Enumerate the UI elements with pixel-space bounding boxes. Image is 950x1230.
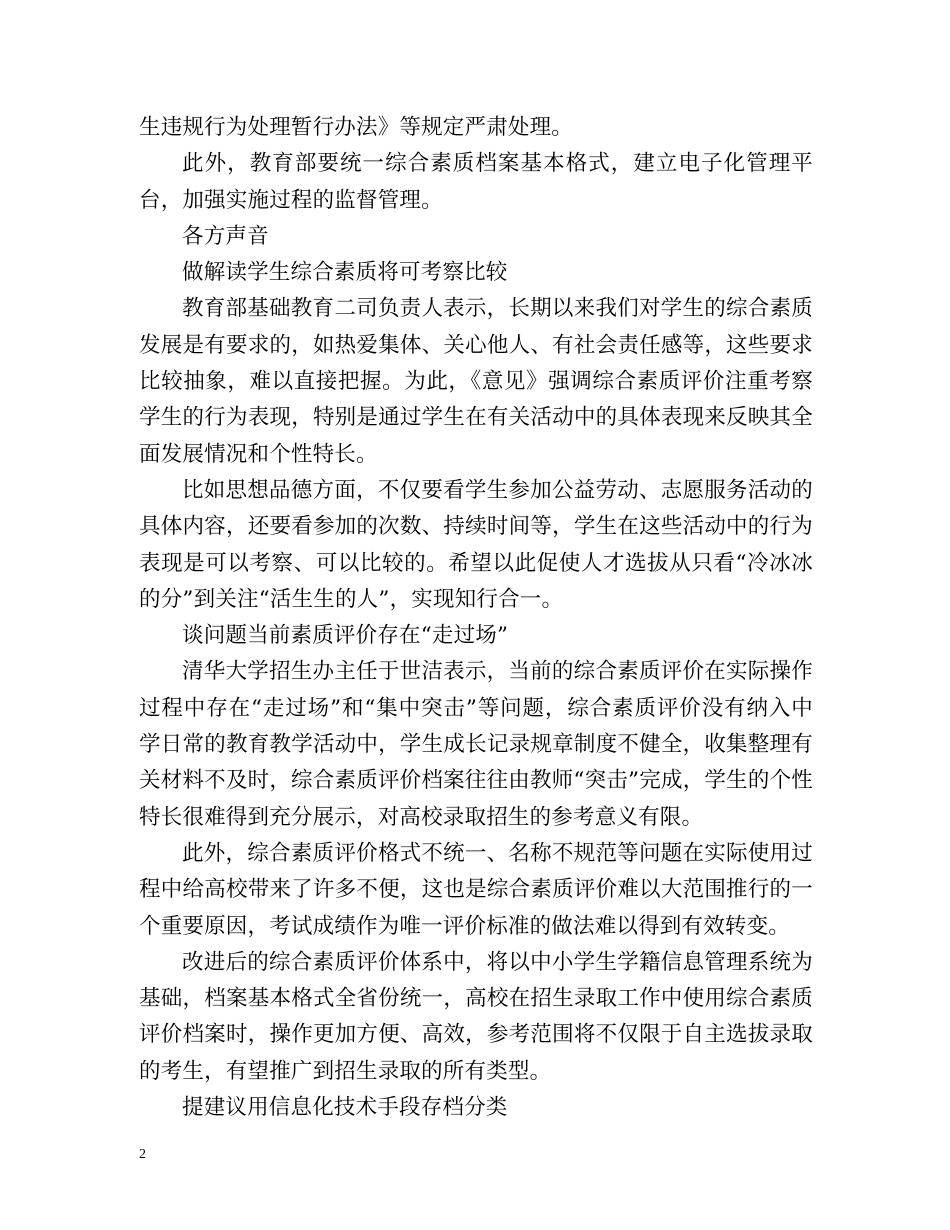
page-number: 2	[139, 1147, 146, 1162]
document-body	[139, 110, 813, 1126]
paragraph: 清华大学招生办主任于世洁表示，当前的综合素质评价在实际操作过程中存在“走过场”和“集中突击”等问题，综合素质评价没有纳入中学日常的教育教学活动中，学生成长记录规章制度不健全，收集整理有关材料不及时，综合素质评价档案往往由教师“突击”完成，学生的个性特长很难得到充分展示，对高校录取招生的参考意义有限。	[139, 659, 813, 830]
paragraph: 此外，教育部要统一综合素质档案基本格式，建立电子化管理平台，加强实施过程的监督管理。	[139, 151, 813, 213]
paragraph: 教育部基础教育二司负责人表示，长期以来我们对学生的综合素质发展是有要求的，如热爱集体、关心他人、有社会责任感等，这些要求比较抽象，难以直接把握。为此，《意见》强调综合素质评价注重考察学生的行为表现，特别是通过学生在有关活动中的具体表现来反映其全面发展情况和个性特长。	[139, 296, 813, 467]
subsection-heading: 提建议用信息化技术手段存档分类	[182, 1095, 508, 1121]
paragraph: 改进后的综合素质评价体系中，将以中小学生学籍信息管理系统为基础，档案基本格式全省份统一，高校在招生录取工作中使用综合素质评价档案时，操作更加方便、高效，参考范围将不仅限于自主选拔录取的考生，有望推广到招生录取的所有类型。	[139, 949, 813, 1084]
subsection-heading: 谈问题当前素质评价存在“走过场”	[182, 623, 509, 649]
paragraph: 比如思想品德方面，不仅要看学生参加公益劳动、志愿服务活动的具体内容，还要看参加的次数、持续时间等，学生在这些活动中的行为表现是可以考察、可以比较的。希望以此促使人才选拔从只看“冷冰冰的分”到关注“活生生的人”，实现知行合一。	[139, 477, 813, 612]
paragraph: 此外，综合素质评价格式不统一、名称不规范等问题在实际使用过程中给高校带来了许多不便，这也是综合素质评价难以大范围推行的一个重要原因，考试成绩作为唯一评价标准的做法难以得到有效转变。	[139, 840, 813, 939]
section-heading: 各方声音	[182, 223, 269, 249]
subsection-heading: 做解读学生综合素质将可考察比较	[182, 260, 508, 286]
paragraph-continuation: 生违规行为处理暂行办法》等规定严肃处理。	[139, 115, 574, 140]
